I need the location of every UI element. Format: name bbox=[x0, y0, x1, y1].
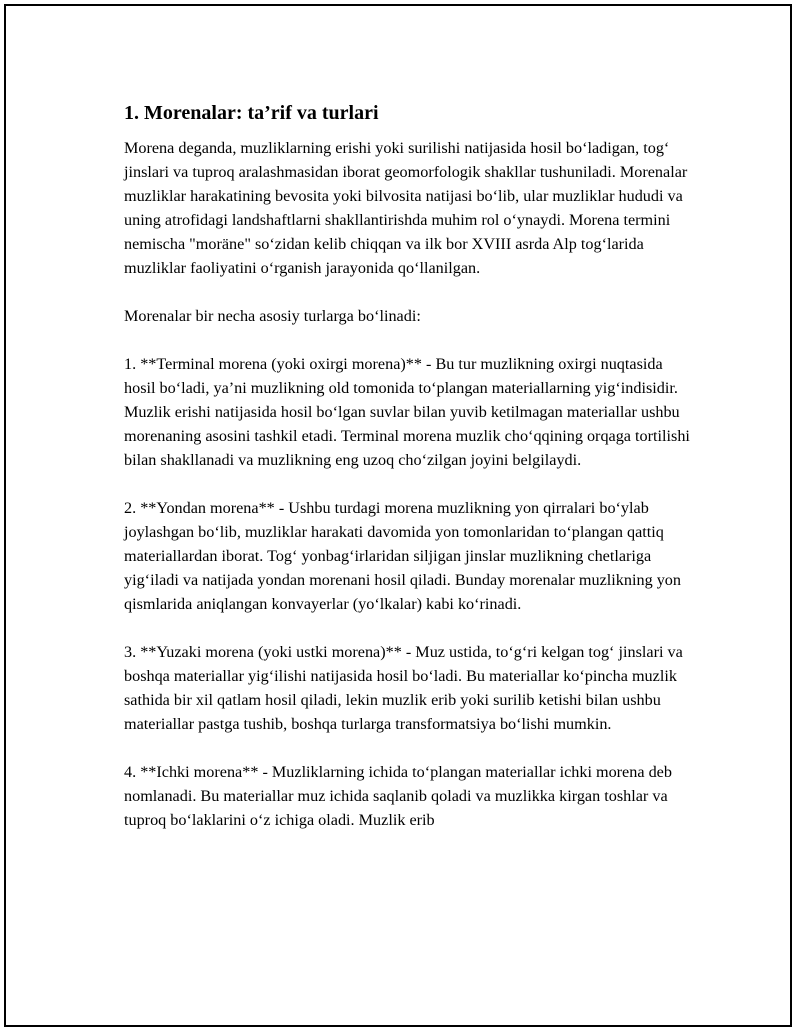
paragraph-terminal-moraine: 1. **Terminal morena (yoki oxirgi morena)** - Bu tur muzlikning oxirgi nuqtasida hosil bo‘ladi, ya’ni muzlikning old tomonida to‘plangan materiallarning yig‘indisidir. Muzlik erishi natijasida hosil bo‘lgan suvlar bilan yuvib ketilmagan materiallar ushbu morenaning asosini tashkil etadi. Terminal morena muzlik cho‘qqining orqaga tortilishi bilan shakllanadi va muzlikning eng uzoq cho‘zilgan joyini belgilaydi. bbox=[124, 355, 690, 469]
document-title: 1. Morenalar: ta’rif va turlari bbox=[124, 102, 379, 124]
paragraph-definition: Morena deganda, muzliklarning erishi yoki surilishi natijasida hosil bo‘ladigan, tog‘ jinslari va tuproq aralashmasidan iborat geomorfologik shakllar tushuniladi. Morenalar muzliklar harakatining bevosita yoki bilvosita natijasi bo‘lib, ular muzliklar hududi va uning atrofidagi landshaftlarni shakllantirishda muhim rol o‘ynaydi. Morena termini nemischa "moräne" so‘zidan kelib chiqqan va ilk bor XVIII asrda Alp tog‘larida muzliklar faoliyatini o‘rganish jarayonida qo‘llanilgan. bbox=[124, 139, 688, 277]
paragraph-internal-moraine: 4. **Ichki morena** - Muzliklarning ichida to‘plangan materiallar ichki morena deb nomlanadi. Bu materiallar muz ichida saqlanib qoladi va muzlikka kirgan toshlar va tuproq bo‘laklarini o‘z ichiga oladi. Muzlik erib bbox=[124, 763, 672, 829]
page-frame bbox=[4, 4, 792, 1027]
paragraph-surface-moraine: 3. **Yuzaki morena (yoki ustki morena)** - Muz ustida, to‘g‘ri kelgan tog‘ jinslari va boshqa materiallar yig‘ilishi natijasida hosil bo‘ladi. Bu materiallar ko‘pincha muzlik sathida bir xil qatlam hosil qiladi, lekin muzlik erib yoki surilib ketishi bilan ushbu materiallar pastga tushib, boshqa turlarga transformatsiya bo‘lishi mumkin. bbox=[124, 643, 683, 733]
paragraph-lateral-moraine: 2. **Yondan morena** - Ushbu turdagi morena muzlikning yon qirralari bo‘ylab joylashgan bo‘lib, muzliklar harakati davomida yon tomonlaridan to‘plangan qattiq materiallardan iborat. Tog‘ yonbag‘irlaridan siljigan jinslar muzlikning chetlariga yig‘iladi va natijada yondan morenani hosil qiladi. Bunday morenalar muzlikning yon qismlarida aniqlangan konvayerlar (yo‘lkalar) kabi ko‘rinadi. bbox=[124, 499, 681, 613]
paragraph-types-intro: Morenalar bir necha asosiy turlarga bo‘linadi: bbox=[124, 307, 421, 325]
document-body bbox=[124, 100, 694, 856]
